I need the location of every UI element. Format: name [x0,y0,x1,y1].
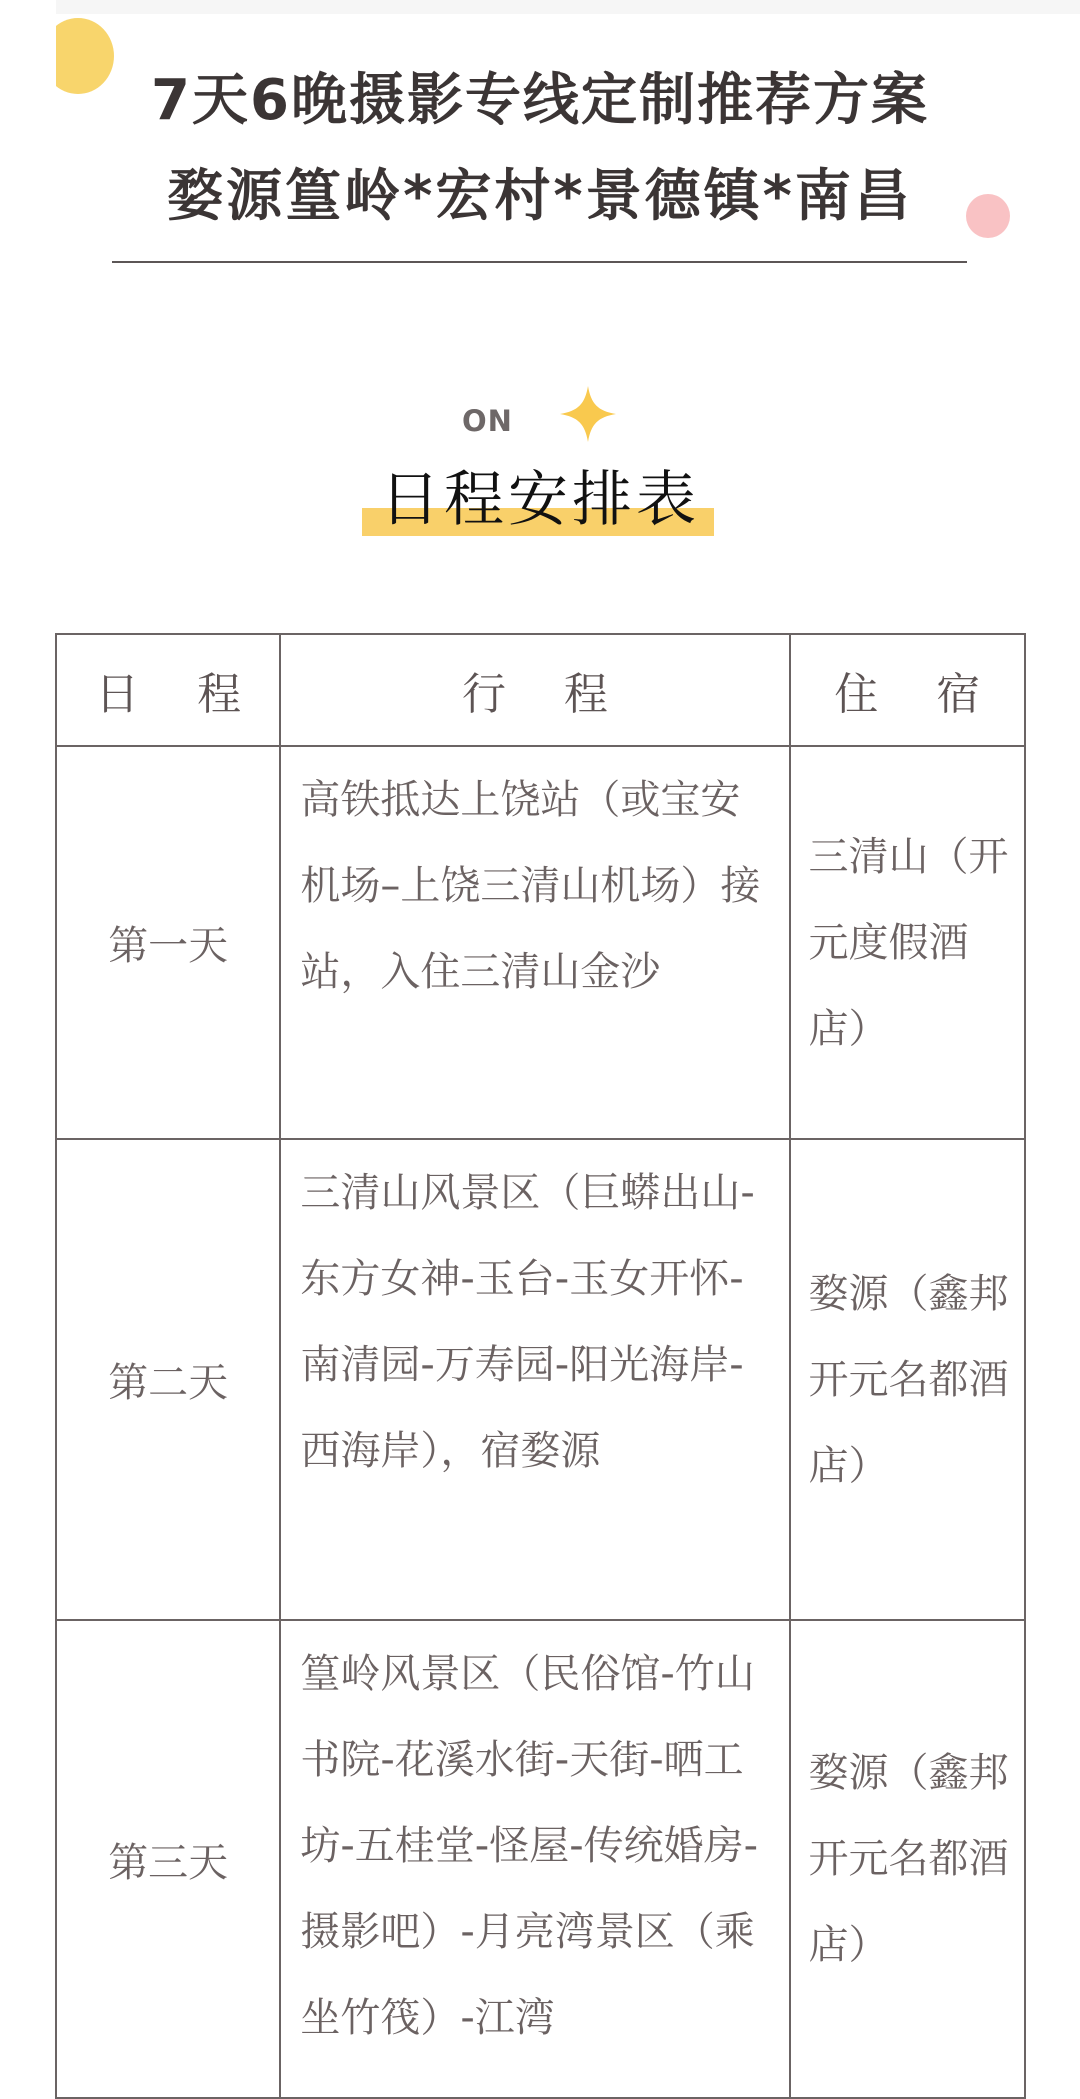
header-day: 日 程 [56,634,280,746]
table-row [56,1620,1025,2098]
route-cell: 三清山风景区（巨蟒出山-东方女神-玉台-玉女开怀-南清园-万寿园-阳光海岸-西海岸），宿婺源 [280,1139,789,1620]
four-point-star-icon [560,386,616,442]
stay-cell: 婺源（鑫邦开元名都酒店） [790,1620,1025,2098]
schedule-table [55,633,1026,2099]
header-stay: 住 宿 [790,634,1025,746]
top-strip [0,0,1080,14]
route-cell: 篁岭风景区（民俗馆-竹山书院-花溪水街-天街-晒工坊-五桂堂-怪屋-传统婚房-摄影吧）-月亮湾景区（乘坐竹筏）-江湾 [280,1620,789,2098]
day-cell: 第一天 [56,746,280,1139]
page-title-line-1: 7天6晚摄影专线定制推荐方案 [151,68,929,133]
stay-cell: 三清山（开元度假酒店） [790,746,1025,1139]
day-cell: 第三天 [56,1620,280,2098]
table-header-row [56,634,1025,746]
stay-cell: 婺源（鑫邦开元名都酒店） [790,1139,1025,1620]
table-row [56,746,1025,1139]
section-heading: 日程安排表 [380,465,700,535]
page-title-line-2: 婺源篁岭*宏村*景德镇*南昌 [167,164,913,229]
route-cell: 高铁抵达上饶站（或宝安机场–上饶三清山机场）接站，入住三清山金沙 [280,746,789,1139]
header-route: 行 程 [280,634,789,746]
day-cell: 第二天 [56,1139,280,1620]
title-divider [112,261,967,263]
table-row [56,1139,1025,1620]
section-kicker: ON [462,404,513,438]
